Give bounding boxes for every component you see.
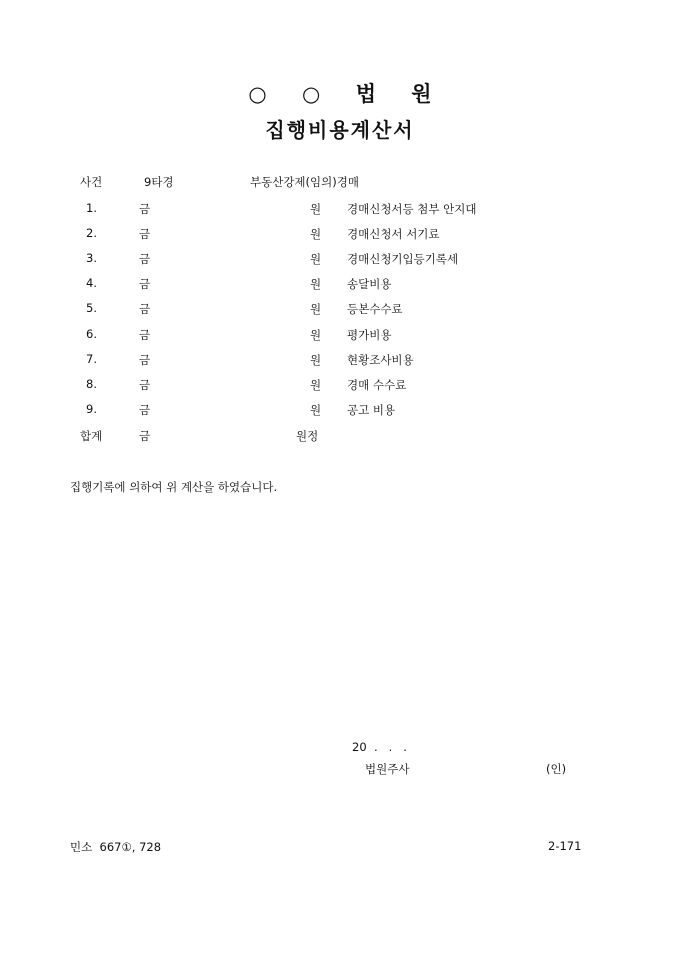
cost-item-row [0,301,680,321]
form-number: 2-171 [548,839,582,853]
footer-reference: 민소 667①, 728 [70,840,162,854]
cost-item-row [0,352,680,372]
item-amount-label: 금 [139,328,151,342]
cost-item-row [0,327,680,347]
case-number: 9타경 [144,175,174,189]
item-description: 등본수수료 [347,302,403,316]
item-description: 경매신청서 서기료 [347,227,440,241]
seal-mark: (인) [546,762,567,776]
item-unit: 원 [310,302,322,316]
item-unit: 원 [310,328,322,342]
item-amount-label: 금 [139,202,151,216]
case-kind: 부동산강제(임의)경매 [250,175,359,189]
court-name-part: 원 [411,81,432,106]
item-description: 경매 수수료 [347,378,407,392]
item-number: 6. [86,327,97,341]
item-number: 4. [86,276,97,290]
item-description: 송달비용 [347,277,392,291]
item-amount-label: 금 [139,378,151,392]
item-number: 9. [86,402,97,416]
item-unit: 원 [310,202,322,216]
item-number: 5. [86,301,97,315]
item-unit: 원 [310,353,322,367]
case-row [0,174,680,194]
cost-item-row [0,201,680,221]
total-label: 합계 [80,429,103,443]
document-title: 집행비용계산서 [265,118,415,142]
signature-date: 20 . . . [352,740,407,754]
item-amount-label: 금 [139,252,151,266]
item-number: 1. [86,201,97,215]
signer-title: 법원주사 [365,762,410,776]
item-number: 7. [86,352,97,366]
court-name-part: ○ [302,81,321,106]
calculation-statement: 집행기록에 의하여 위 계산을 하였습니다. [70,480,278,494]
item-number: 3. [86,251,97,265]
total-amount-label: 금 [139,429,151,443]
item-unit: 원 [310,252,322,266]
item-unit: 원 [310,227,322,241]
court-name-part: 법 [355,81,376,106]
item-amount-label: 금 [139,302,151,316]
item-description: 현황조사비용 [347,353,414,367]
cost-item-row [0,251,680,271]
cost-item-row [0,402,680,422]
total-unit: 원정 [296,429,319,443]
total-row [0,428,680,448]
cost-item-row [0,276,680,296]
item-number: 2. [86,226,97,240]
item-description: 경매신청서등 첨부 안지대 [347,202,477,216]
cost-item-row [0,377,680,397]
cost-item-row [0,226,680,246]
item-unit: 원 [310,277,322,291]
item-description: 공고 비용 [347,403,396,417]
item-unit: 원 [310,403,322,417]
item-description: 평가비용 [347,328,392,342]
item-unit: 원 [310,378,322,392]
item-amount-label: 금 [139,277,151,291]
case-label: 사건 [80,175,103,189]
item-amount-label: 금 [139,403,151,417]
item-number: 8. [86,377,97,391]
item-amount-label: 금 [139,353,151,367]
court-name-part: ○ [248,81,267,106]
item-amount-label: 금 [139,227,151,241]
item-description: 경매신청기입등기록세 [347,252,459,266]
court-name [0,78,680,108]
